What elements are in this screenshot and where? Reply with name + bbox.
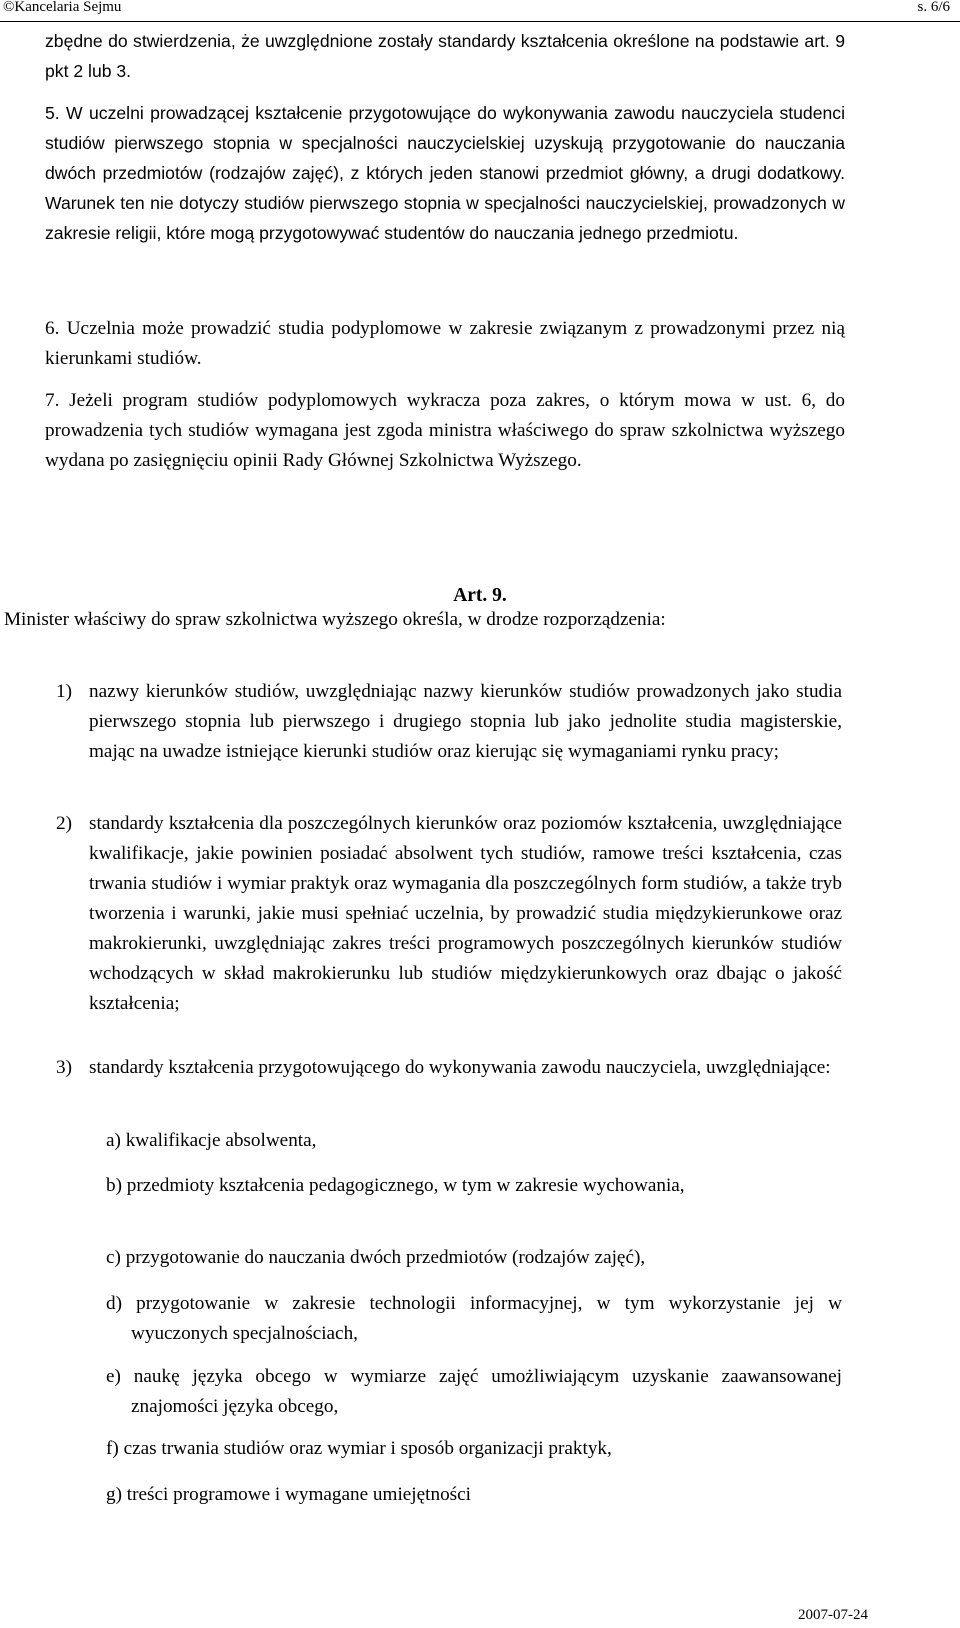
item-text: nazwy kierunków studiów, uwzględniając nazwy kierunków studiów prowadzonych jako studia pierwszego stopnia lub pierwszego i drugiego stopnia lub jako jednolite studia magisterskie, mając na uwadze istniejące kierunki studiów oraz kierując się wymaganiami rynku pracy; (89, 681, 842, 762)
item-number: 1) (56, 681, 72, 702)
subitem-text: b) przedmioty kształcenia pedagogicznego, w tym w zakresie wychowania, (106, 1175, 685, 1196)
header-copyright: ©Kancelaria Sejmu (3, 0, 122, 15)
subitem-text: f) czas trwania studiów oraz wymiar i sposób organizacji praktyk, (106, 1438, 612, 1459)
item-number: 2) (56, 813, 72, 834)
paragraph-7: 7. Jeżeli program studiów podyplomowych wykracza poza zakres, o którym mowa w ust. 6, do prowadzenia tych studiów wymagana jest zgoda ministra właściwego do spraw szkolnictwa wyższego wydana po zasięgnięciu opinii Rady Głównej Szkolnictwa Wyższego. (45, 390, 845, 471)
article-item-1 (56, 677, 842, 767)
article-intro: Minister właściwy do spraw szkolnictwa wyższego określa, w drodze rozporządzenia: (4, 609, 666, 630)
subitem-f (106, 1434, 842, 1464)
subitem-b (106, 1171, 842, 1201)
subitem-g (106, 1480, 842, 1510)
subitem-text: g) treści programowe i wymagane umiejętności (106, 1484, 471, 1505)
subitem-text: d) przygotowanie w zakresie technologii informacyjnej, w tym wykorzystanie jej w wyuczonych specjalnościach, (106, 1293, 842, 1344)
item-text: standardy kształcenia przygotowującego do wykonywania zawodu nauczyciela, uwzględniające: (89, 1057, 831, 1078)
article-title: Art. 9. (453, 585, 507, 606)
article-item-2 (56, 809, 842, 1019)
article-item-3 (56, 1053, 842, 1083)
header-page-number: s. 6/6 (917, 0, 950, 15)
subitem-text: a) kwalifikacje absolwenta, (106, 1130, 317, 1151)
subitem-text: e) naukę języka obcego w wymiarze zajęć umożliwiającym uzyskanie zaawansowanej znajomości języka obcego, (106, 1366, 842, 1417)
item-text: standardy kształcenia dla poszczególnych kierunków oraz poziomów kształcenia, uwzględniające kwalifikacje, jakie powinien posiadać absolwent tych studiów, ramowe treści kształcenia, czas trwania studiów i wymiar praktyk oraz wymagania dla poszczególnych form studiów, a także tryb tworzenia i warunki, jakie musi spełniać uczelnia, by prowadzić studia międzykierunkowe oraz makrokierunki, uwzględniając zakres treści programowych poszczególnych kierunków studiów wchodzących w skład makrokierunku lub studiów międzykierunkowych oraz dbając o jakość kształcenia; (89, 813, 842, 1014)
subitem-e (106, 1362, 842, 1422)
subitem-text: c) przygotowanie do nauczania dwóch przedmiotów (rodzajów zajęć), (106, 1247, 646, 1268)
subitem-a (106, 1126, 842, 1156)
item-number: 3) (56, 1057, 72, 1078)
page-header (0, 0, 960, 22)
paragraph-6: 6. Uczelnia może prowadzić studia podyplomowe w zakresie związanym z prowadzonymi przez nią kierunkami studiów. (45, 318, 845, 369)
footer-date: 2007-07-24 (798, 1607, 868, 1623)
continuation-paragraph: zbędne do stwierdzenia, że uwzględnione zostały standardy kształcenia określone na podstawie art. 9 pkt 2 lub 3. (45, 31, 845, 81)
paragraph-5: 5. W uczelni prowadzącej kształcenie przygotowujące do wykonywania zawodu nauczyciela studenci studiów pierwszego stopnia w specjalności nauczycielskiej uzyskują przygotowanie do nauczania dwóch przedmiotów (rodzajów zajęć), z których jeden stanowi przedmiot główny, a drugi dodatkowy. Warunek ten nie dotyczy studiów pierwszego stopnia w specjalności nauczycielskiej, prowadzonych w zakresie religii, które mogą przygotowywać studentów do nauczania jednego przedmiotu. (45, 103, 845, 243)
subitem-d (106, 1289, 842, 1349)
subitem-c (106, 1243, 842, 1273)
